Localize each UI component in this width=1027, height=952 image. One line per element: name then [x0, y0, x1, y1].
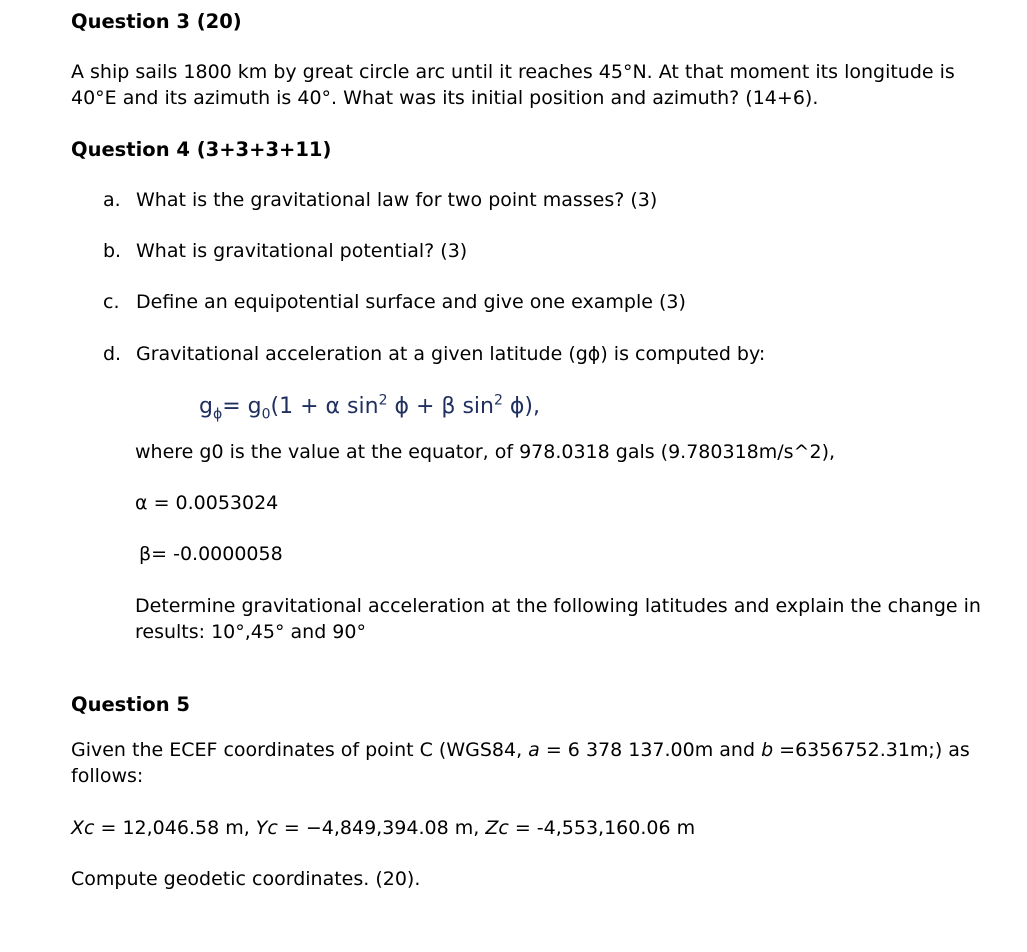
question-4-item-a — [103, 188, 657, 213]
item-b-label: b. — [103, 240, 122, 262]
formula-open: (1 + α sin — [270, 394, 379, 419]
var-xc: Xc — [71, 817, 95, 839]
question-5-heading: Question 5 — [71, 693, 190, 716]
xc-value: = 12,046.58 m, — [94, 817, 256, 839]
alpha-value: α = 0.0053024 — [135, 492, 279, 514]
gravity-formula — [199, 392, 540, 423]
formula-g: g — [199, 394, 213, 419]
question-4-item-b — [103, 239, 467, 264]
where-g0-text: where g0 is the value at the equator, of 978.0318 gals (9.780318m/s^2), — [135, 441, 836, 463]
ecef-coordinates — [71, 816, 695, 841]
question-3-heading: Question 3 (20) — [71, 10, 242, 33]
formula-phi-subscript: ϕ — [212, 406, 223, 423]
var-zc: Zc — [485, 817, 509, 839]
item-d-text: Gravitational acceleration at a given latitude (gϕ) is computed by: — [136, 343, 766, 365]
var-a: a — [528, 739, 540, 761]
formula-close: ϕ), — [502, 394, 540, 419]
question-4-item-d — [103, 342, 765, 367]
formula-square-1: 2 — [378, 392, 388, 409]
question-5-given-line-2: follows: — [71, 765, 144, 787]
item-b-text: What is gravitational potential? (3) — [136, 240, 468, 262]
question-5-given-line-1 — [71, 738, 970, 763]
zc-value: = -4,553,160.06 m — [508, 817, 696, 839]
formula-mid: ϕ + β sin — [387, 394, 494, 419]
beta-value: β= -0.0000058 — [139, 543, 283, 565]
given-prefix: Given the ECEF coordinates of point C (WGS84, — [71, 739, 529, 761]
formula-equals-g: = g — [222, 394, 262, 419]
item-d-label: d. — [103, 343, 122, 365]
yc-value: = −4,849,394.08 m, — [277, 817, 486, 839]
formula-zero-subscript: 0 — [261, 406, 271, 423]
var-b: b — [761, 739, 774, 761]
item-c-label: c. — [103, 291, 120, 313]
question-3-text-line-1: A ship sails 1800 km by great circle arc until it reaches 45°N. At that moment its longitude is — [71, 61, 955, 83]
determine-text-line-1: Determine gravitational acceleration at the following latitudes and explain the change in — [135, 595, 981, 617]
item-c-text: Define an equipotential surface and give one example (3) — [136, 291, 686, 313]
var-yc: Yc — [255, 817, 278, 839]
question-4-item-c — [103, 290, 686, 315]
compute-geodetic-text: Compute geodetic coordinates. (20). — [71, 868, 421, 890]
item-a-label: a. — [103, 189, 121, 211]
question-3-text-line-2: 40°E and its azimuth is 40°. What was its initial position and azimuth? (14+6). — [71, 87, 819, 109]
item-a-text: What is the gravitational law for two point masses? (3) — [136, 189, 658, 211]
formula-square-2: 2 — [493, 392, 503, 409]
a-value: = 6 378 137.00m and — [539, 739, 762, 761]
determine-text-line-2: results: 10°,45° and 90° — [135, 621, 366, 643]
b-value: =6356752.31m;) as — [773, 739, 970, 761]
question-4-heading: Question 4 (3+3+3+11) — [71, 138, 332, 161]
